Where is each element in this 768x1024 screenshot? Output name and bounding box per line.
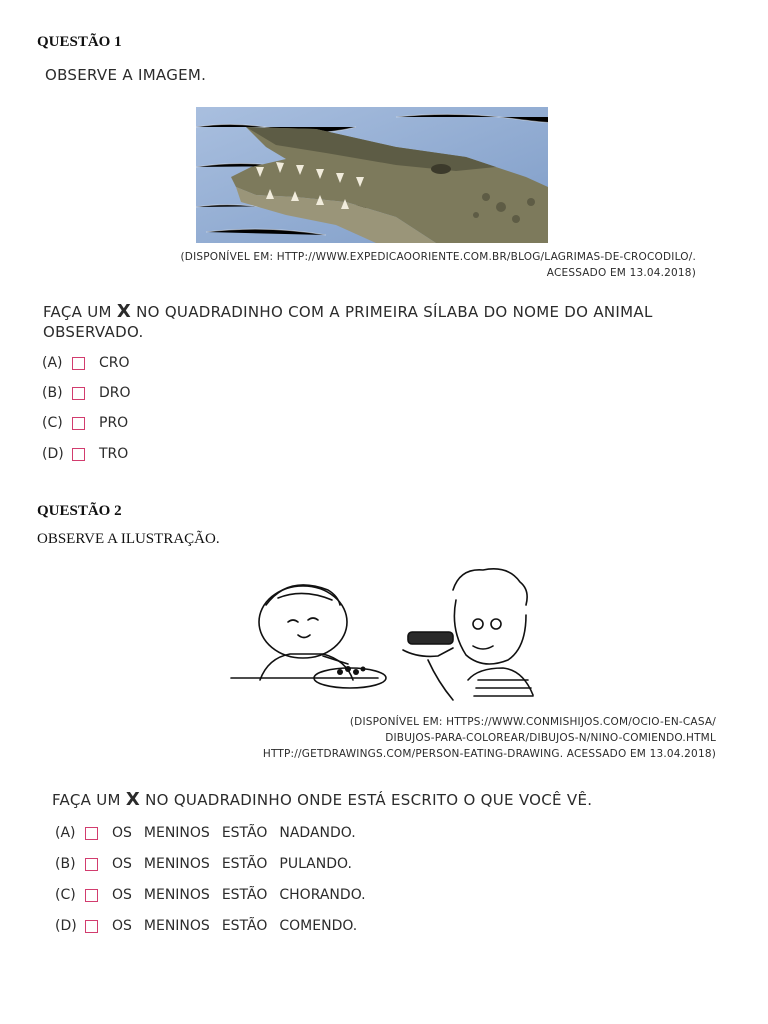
word: ESTÃO [221,918,268,934]
option-text [112,856,364,872]
word: OS [112,825,132,841]
word: PULANDO. [279,856,352,872]
source-2-line-3: HTTP://GETDRAWINGS.COM/PERSON-EATING-DRAWING. ACESSADO EM 13.04.2018) [262,748,716,760]
option-q2-d[interactable] [55,918,369,934]
option-letter: (C) [55,887,76,903]
option-letter: (D) [42,446,64,462]
observe-illustration-text: OBSERVE A ILUSTRAÇÃO. [37,531,220,547]
option-letter: (A) [42,355,63,371]
option-q2-a[interactable] [55,825,368,841]
option-text: PRO [99,415,129,431]
word: MENINOS [143,856,210,872]
instruction-q2 [52,790,592,810]
source-1-line-2: ACESSADO EM 13.04.2018) [546,267,696,279]
instruction-q1-pre: FAÇA UM [43,303,112,321]
option-q1-c[interactable] [42,415,128,431]
option-text: CRO [99,355,130,371]
checkbox[interactable] [72,417,85,430]
word: NADANDO. [279,825,356,841]
instruction-q2-pre: FAÇA UM [52,791,121,809]
checkbox[interactable] [72,357,85,370]
option-text: DRO [99,385,131,401]
source-2-line-1: (DISPONÍVEL EM: HTTPS://WWW.CONMISHIJOS.COM/OCIO-EN-CASA/ [349,716,716,728]
checkbox[interactable] [85,920,98,933]
boys-eating-illustration [228,560,548,705]
word: ESTÃO [221,887,268,903]
word: ESTÃO [221,856,268,872]
word: MENINOS [143,918,210,934]
option-letter: (B) [42,385,63,401]
checkbox[interactable] [85,827,98,840]
option-text [112,918,369,934]
instruction-q1-line-2: OBSERVADO. [43,323,144,341]
option-letter: (B) [55,856,76,872]
source-citation-1 [181,249,696,281]
option-q1-a[interactable] [42,355,130,371]
word: OS [112,887,132,903]
observe-image-text: OBSERVE A IMAGEM. [45,66,207,84]
option-letter: (D) [55,918,77,934]
option-text [112,887,378,903]
option-q2-b[interactable] [55,856,364,872]
option-text: TRO [99,446,129,462]
instruction-q2-post: NO QUADRADINHO ONDE ESTÁ ESCRITO O QUE VOCÊ VÊ. [145,791,593,809]
word: MENINOS [143,887,210,903]
option-q1-b[interactable] [42,385,131,401]
instruction-q2-x: X [125,789,141,810]
crocodile-image [196,107,548,243]
option-q1-d[interactable] [42,446,128,462]
question-1-title: QUESTÃO 1 [37,34,122,50]
question-2-title: QUESTÃO 2 [37,503,122,519]
source-2-line-2: DIBUJOS-PARA-COLOREAR/DIBUJOS-N/NINO-COMIENDO.HTML [385,732,716,744]
word: ESTÃO [221,825,268,841]
instruction-q1-post: NO QUADRADINHO COM A PRIMEIRA SÍLABA DO NOME DO ANIMAL [136,303,653,321]
instruction-q1-x: X [116,301,132,322]
word: MENINOS [143,825,210,841]
word: OS [112,856,132,872]
checkbox[interactable] [72,448,85,461]
option-letter: (A) [55,825,76,841]
checkbox[interactable] [85,889,98,902]
checkbox[interactable] [72,387,85,400]
word: COMENDO. [279,918,358,934]
word: CHORANDO. [279,887,366,903]
source-1-line-1: (DISPONÍVEL EM: HTTP://WWW.EXPEDICAOORIENTE.COM.BR/BLOG/LAGRIMAS-DE-CROCODILO/. [180,251,696,263]
option-text [112,825,368,841]
word: OS [112,918,132,934]
source-citation-2 [263,714,716,762]
checkbox[interactable] [85,858,98,871]
instruction-q1 [43,302,695,342]
option-letter: (C) [42,415,63,431]
option-q2-c[interactable] [55,887,378,903]
